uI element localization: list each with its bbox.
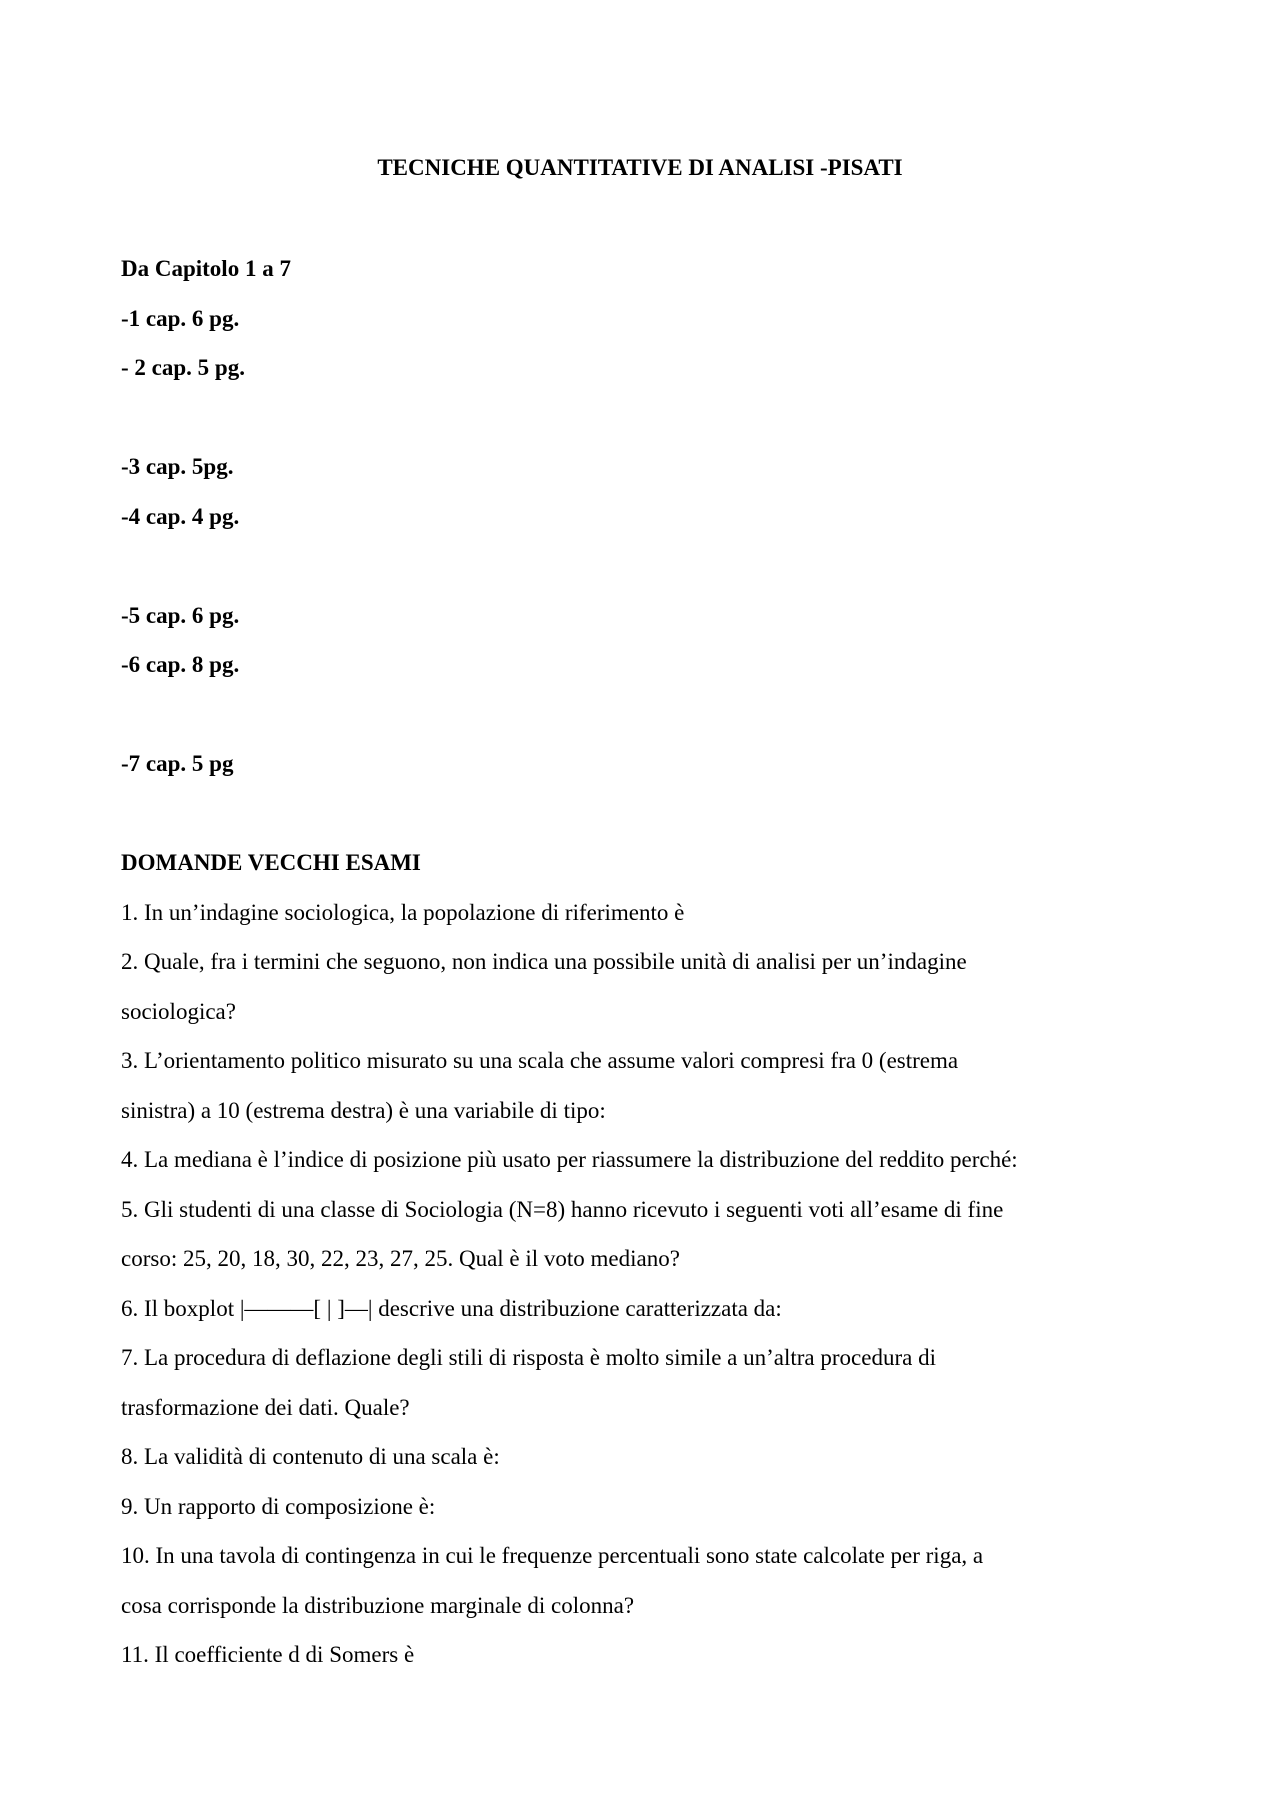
question-line: 1. In un’indagine sociologica, la popolazione di riferimento è (121, 899, 685, 925)
question-line: sinistra) a 10 (estrema destra) è una variabile di tipo: (121, 1097, 606, 1123)
chapters-section (121, 244, 1171, 789)
document-title: TECNICHE QUANTITATIVE DI ANALISI -PISATI (377, 155, 903, 180)
chapter-item: -7 cap. 5 pg (121, 751, 234, 776)
question-line: 4. La mediana è l’indice di posizione più usato per riassumere la distribuzione del reddito perché: (121, 1147, 1018, 1172)
question-line: sociologica? (121, 998, 236, 1024)
question-line: 7. La procedura di deflazione degli stili di risposta è molto simile a un’altra procedura di (121, 1345, 936, 1370)
exams-heading: DOMANDE VECCHI ESAMI (121, 850, 421, 875)
question-line: 10. In una tavola di contingenza in cui le frequenze percentuali sono state calcolate per riga, a (121, 1543, 984, 1568)
question-line: 3. L’orientamento politico misurato su una scala che assume valori compresi fra 0 (estrema (121, 1048, 959, 1073)
question-line: 11. Il coefficiente d di Somers è (121, 1642, 415, 1667)
question-line: corso: 25, 20, 18, 30, 22, 23, 27, 25. Qual è il voto mediano? (121, 1246, 680, 1271)
chapters-heading: Da Capitolo 1 a 7 (121, 256, 291, 281)
chapter-item: -6 cap. 8 pg. (121, 652, 240, 677)
chapter-item: - 2 cap. 5 pg. (121, 355, 245, 380)
question-line: 6. Il boxplot |———[ | ]—| descrive una distribuzione caratterizzata da: (121, 1295, 782, 1321)
exams-section (121, 838, 1171, 1680)
chapter-item: -1 cap. 6 pg. (121, 305, 240, 331)
chapter-item: -5 cap. 6 pg. (121, 602, 240, 628)
question-line: trasformazione dei dati. Quale? (121, 1394, 410, 1420)
chapter-item: -3 cap. 5pg. (121, 454, 234, 479)
question-line: 8. La validità di contenuto di una scala è: (121, 1444, 500, 1469)
question-line: 5. Gli studenti di una classe di Sociologia (N=8) hanno ricevuto i seguenti voti all’esame di fine (121, 1196, 1004, 1222)
blank-line (121, 393, 1171, 443)
question-line: 9. Un rapporto di composizione è: (121, 1493, 436, 1519)
question-line: cosa corrisponde la distribuzione marginale di colonna? (121, 1592, 635, 1618)
blank-line (121, 541, 1171, 591)
blank-line (121, 690, 1171, 740)
chapter-item: -4 cap. 4 pg. (121, 503, 240, 529)
question-line: 2. Quale, fra i termini che seguono, non indica una possibile unità di analisi per un’indagine (121, 949, 967, 974)
